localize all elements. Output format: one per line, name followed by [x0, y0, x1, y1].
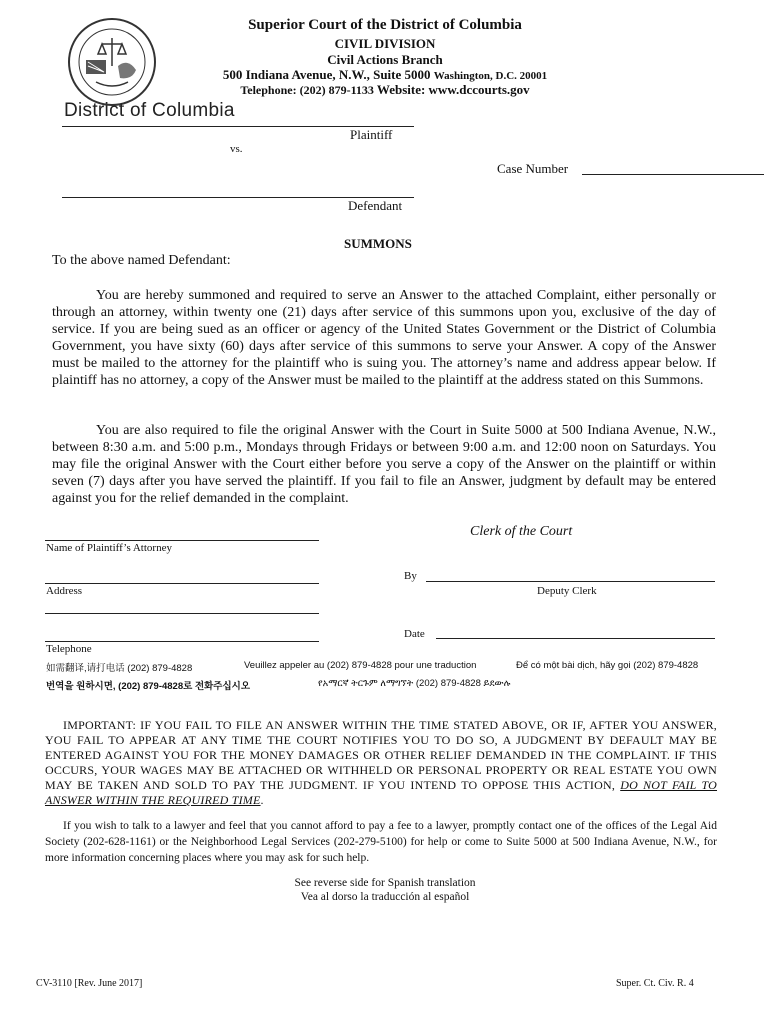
important-end: .	[260, 793, 264, 807]
date-field[interactable]	[436, 638, 715, 639]
branch: Civil Actions Branch	[327, 52, 443, 67]
deputy-signature-field[interactable]	[426, 581, 715, 582]
form-id: CV-3110 [Rev. June 2017]	[36, 978, 143, 989]
website: Website: www.dccourts.gov	[376, 82, 530, 97]
court-address	[200, 68, 570, 82]
clerk-label: Clerk of the Court	[470, 524, 573, 539]
address-street: 500 Indiana Avenue, N.W., Suite 5000	[222, 67, 431, 82]
telephone-field[interactable]	[45, 641, 319, 642]
help-text: If you wish to talk to a lawyer and feel that you cannot afford to pay a fee to a lawyer, promptly contact one of the offices of the Legal Aid Society (202-628-1161) or the Neighborhood Legal Services (202-279-5100) for help or come to Suite 5000 at 500 Indiana Avenue, N.W., for more information concerning places where you may ask for such help.	[45, 820, 717, 864]
address-field-1[interactable]	[45, 583, 319, 584]
plaintiff-label: Plaintiff	[350, 127, 393, 142]
translation-amharic: የአማርኛ ትርጉም ለማግኘት (202) 879-4828 ይደውሉ	[318, 678, 511, 689]
paragraph-2-text: You are also required to file the original Answer with the Court in Suite 5000 at 500 Indiana Avenue, N.W., between 8:30 a.m. and 5:00 p.m., Mondays through Fridays or between 9:00 a.m. and 12:00 noon on Saturdays. You may file the original Answer with the Court either before you serve a copy of the Answer on the plaintiff or within seven (7) days after you have served the plaintiff. If you fail to file an Answer, judgment by default may be entered against you for the relief demanded in the complaint.	[52, 423, 716, 506]
vs-label: vs.	[230, 143, 243, 155]
reverse-side-line-1: See reverse side for Spanish translation	[294, 877, 476, 889]
translation-korean: 번역을 원하시면, (202) 879-4828로 전화주십시오	[46, 681, 251, 692]
case-number-field[interactable]	[582, 174, 764, 175]
address-label: Address	[46, 585, 83, 597]
paragraph-1-text: You are hereby summoned and required to serve an Answer to the attached Complaint, either personally or through an attorney, within twenty one (21) days after service of this summons upon you, exclusive of the day of service. If you are being sued as an officer or agency of the United States Government or the District of Columbia Government, you have sixty (60) days after service of this summons to serve your Answer. A copy of the Answer must be mailed to the attorney for the plaintiff who is suing you. The attorney’s name and address appear below. If plaintiff has no attorney, a copy of the Answer must be mailed to the plaintiff at the address stated on this Summons.	[52, 288, 716, 388]
by-label: By	[404, 570, 417, 582]
jurisdiction-title: District of Columbia	[64, 100, 235, 121]
attorney-name-label: Name of Plaintiff’s Attorney	[46, 542, 172, 554]
important-notice	[45, 718, 717, 808]
defendant-label: Defendant	[348, 198, 403, 213]
telephone-label: Telephone	[46, 643, 92, 655]
division: CIVIL DIVISION	[334, 36, 436, 51]
telephone: Telephone: (202) 879-1133	[240, 83, 374, 97]
date-label: Date	[404, 628, 425, 640]
court-contact	[200, 83, 570, 96]
address-city: Washington, D.C. 20001	[433, 70, 548, 82]
court-name: Superior Court of the District of Columbia	[248, 17, 522, 33]
reverse-side-line-2: Vea al dorso la traducción al español	[300, 891, 470, 903]
translation-vietnamese: Để có một bài dịch, hãy gọi (202) 879-4828	[516, 660, 699, 671]
address-field-2[interactable]	[45, 613, 319, 614]
salutation: To the above named Defendant:	[52, 253, 231, 268]
court-seal	[66, 16, 158, 108]
important-emphasis: DO NOT FAIL TO ANSWER WITHIN THE REQUIRED TIME	[45, 778, 718, 807]
translation-chinese: 如需翻译,请打电话 (202) 879-4828	[46, 663, 193, 674]
summons-paragraph-2	[52, 422, 716, 507]
summons-title: SUMMONS	[344, 236, 412, 251]
legal-help-notice	[45, 818, 717, 866]
deputy-clerk-label: Deputy Clerk	[537, 585, 597, 597]
summons-paragraph-1	[52, 287, 716, 389]
attorney-name-field[interactable]	[45, 540, 319, 541]
translation-french: Veuillez appeler au (202) 879-4828 pour une traduction	[244, 660, 477, 671]
court-rule: Super. Ct. Civ. R. 4	[616, 978, 694, 989]
case-number-label: Case Number	[497, 161, 569, 176]
important-text: IMPORTANT: IF YOU FAIL TO FILE AN ANSWER WITHIN THE TIME STATED ABOVE, OR IF, AFTER YOU ANSWER, YOU FAIL TO APPEAR AT ANY TIME THE COURT NOTIFIES YOU TO DO SO, A JUDGMENT BY DEFAULT MAY BE ENTERED AGAINST YOU FOR THE MONEY DAMAGES OR OTHER RELIEF DEMANDED IN THE COMPLAINT. IF THIS OCCURS, YOUR WAGES MAY BE ATTACHED OR WITHHELD OR PERSONAL PROPERTY OR REAL ESTATE YOU OWN MAY BE TAKEN AND SOLD TO PAY THE JUDGMENT. IF YOU INTEND TO OPPOSE THIS ACTION,	[45, 718, 717, 792]
